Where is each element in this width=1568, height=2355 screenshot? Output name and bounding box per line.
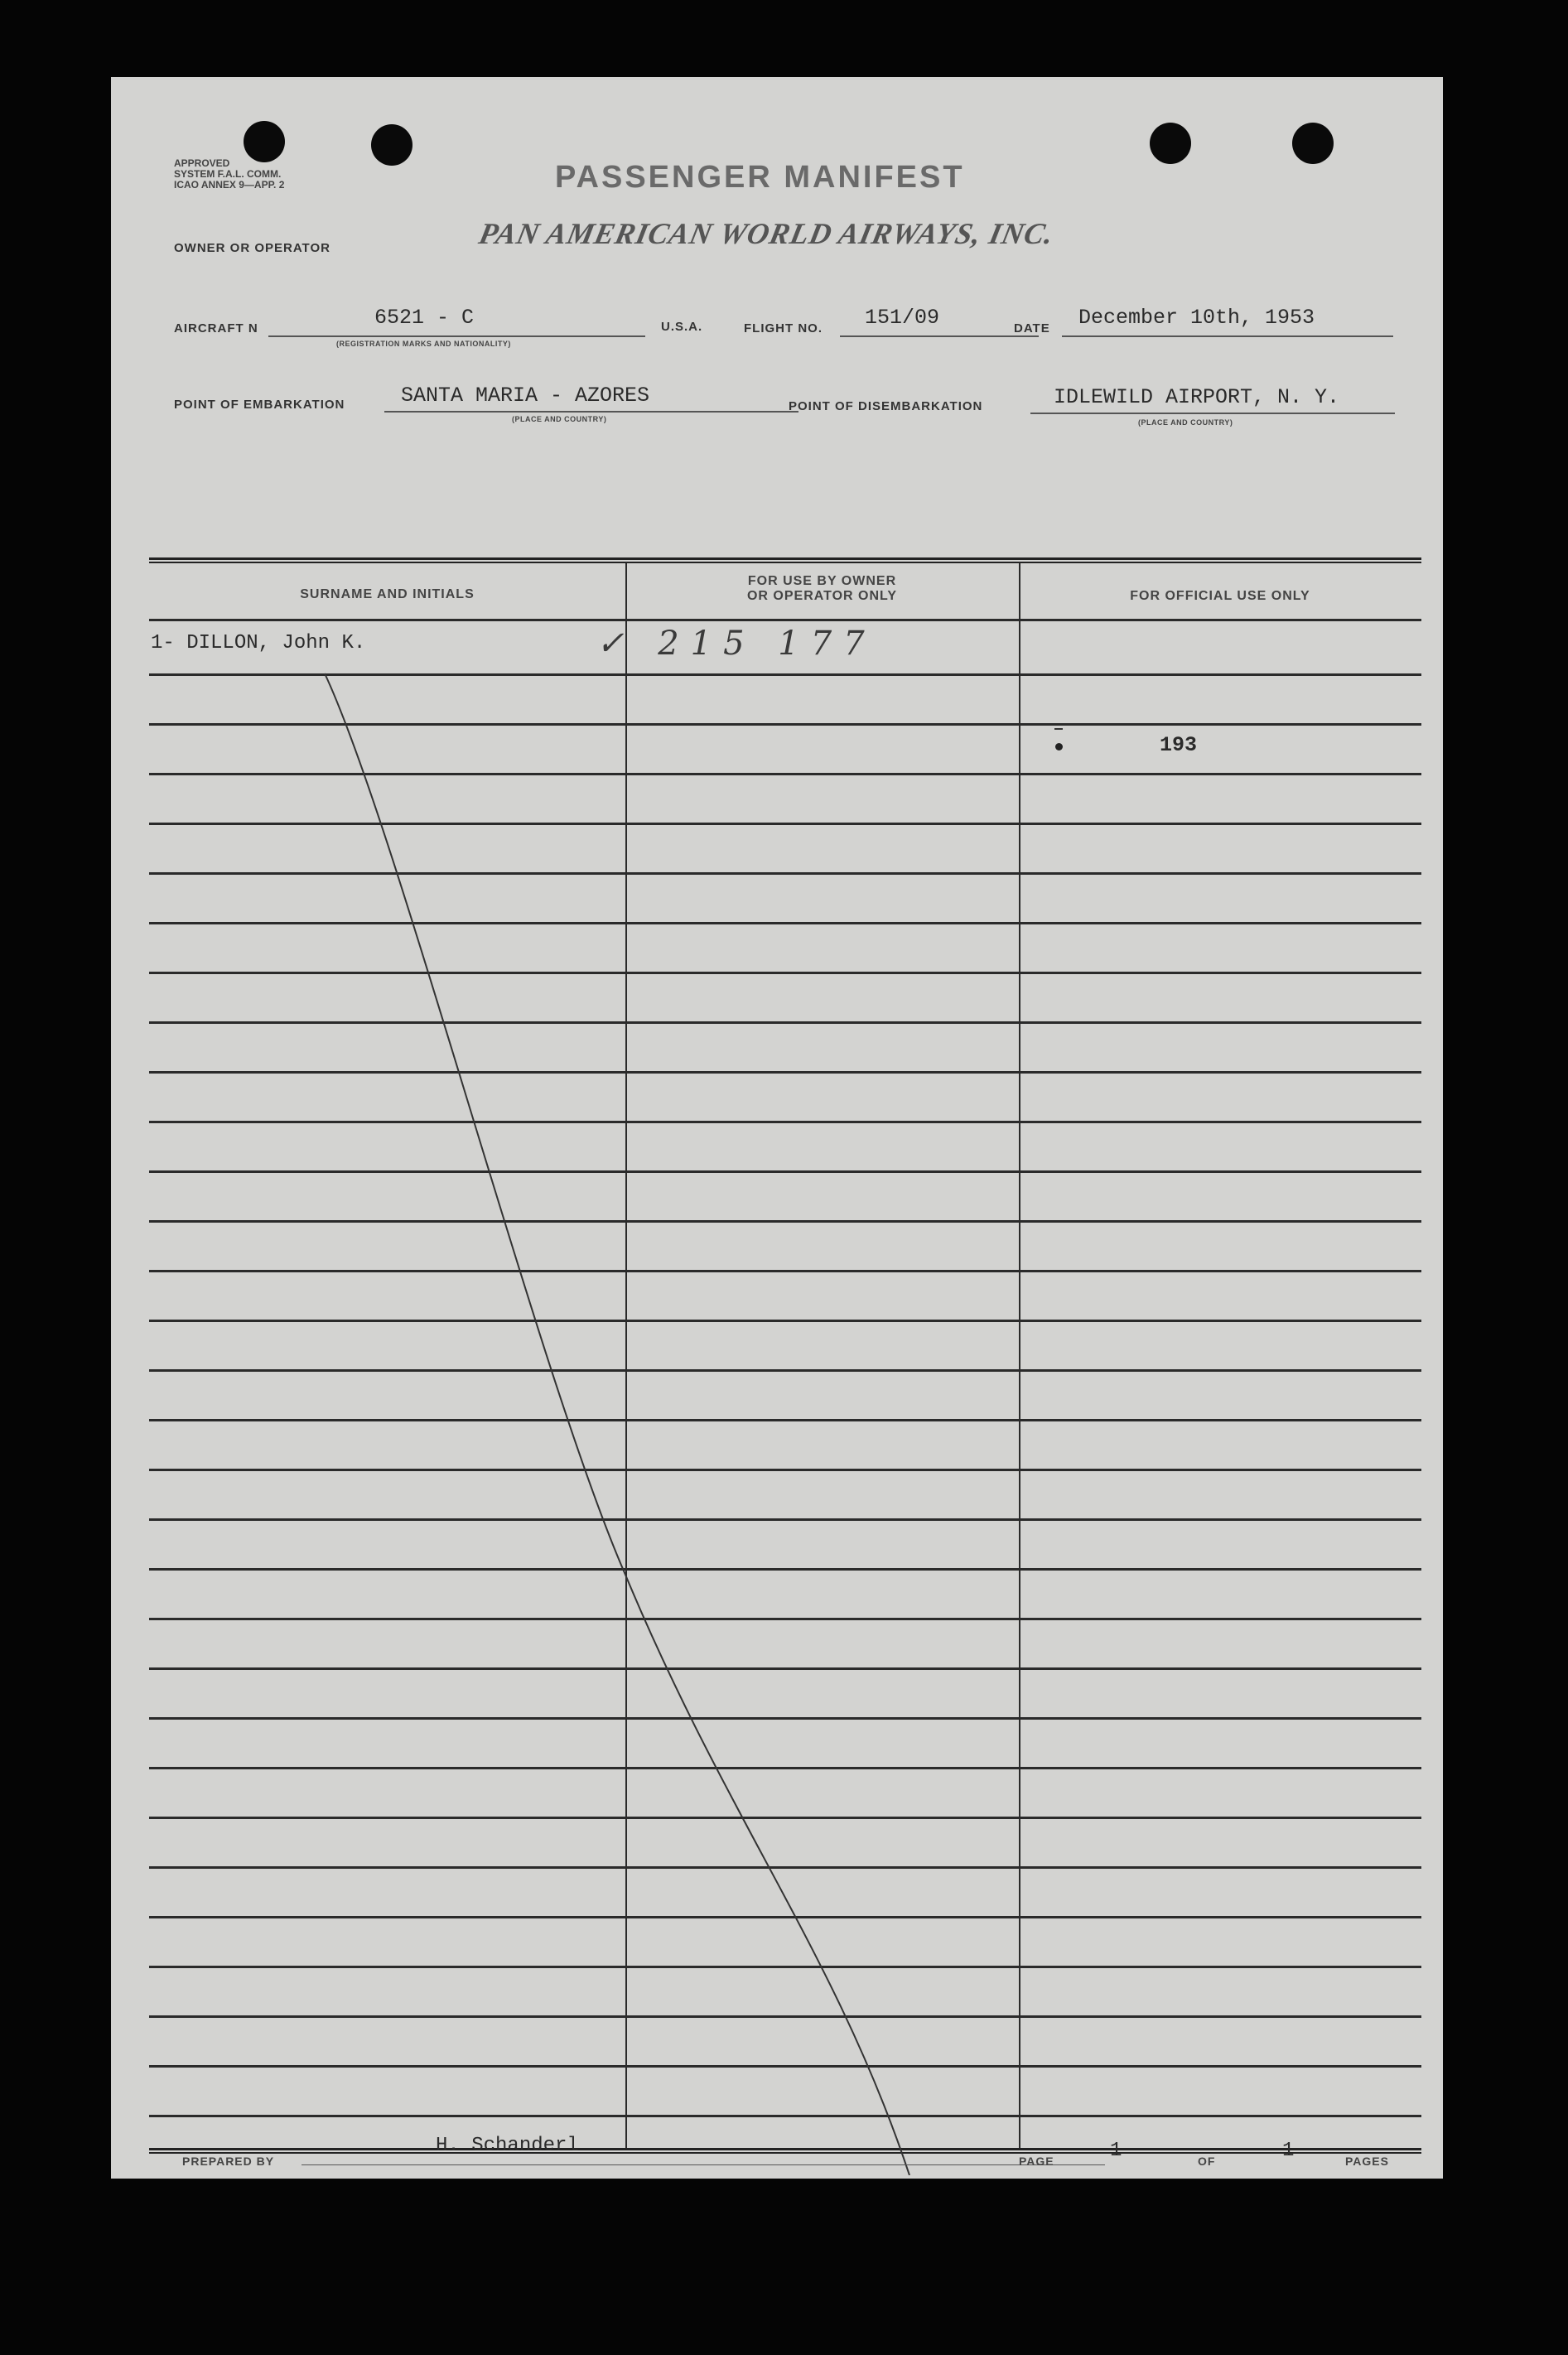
punch-hole: [1150, 123, 1191, 164]
prepared-by-value: H. Schanderl: [436, 2135, 579, 2157]
col-official-header: FOR OFFICIAL USE ONLY: [1130, 589, 1310, 603]
disembark-caption: (PLACE AND COUNTRY): [1138, 418, 1233, 427]
prepared-underline: [302, 2164, 1105, 2165]
prepared-label: PREPARED BY: [182, 2155, 275, 2168]
of-label: OF: [1198, 2155, 1216, 2168]
col-operator-header: FOR USE BY OWNER OR OPERATOR ONLY: [746, 574, 898, 603]
page-label: PAGE: [1019, 2155, 1054, 2168]
flight-label: FLIGHT NO.: [744, 321, 823, 335]
operator-name: PAN AMERICAN WORLD AIRWAYS, INC.: [475, 217, 1058, 250]
disembark-label: POINT OF DISEMBARKATION: [789, 399, 983, 413]
pages-label: PAGES: [1345, 2155, 1389, 2168]
flight-value: 151/09: [865, 306, 940, 330]
owner-label: OWNER OR OPERATOR: [174, 241, 330, 255]
date-value: December 10th, 1953: [1078, 306, 1315, 330]
embark-caption: (PLACE AND COUNTRY): [512, 415, 607, 423]
disembark-value: IDLEWILD AIRPORT, N. Y.: [1054, 385, 1340, 409]
date-underline: [1062, 335, 1393, 337]
date-label: DATE: [1014, 321, 1050, 335]
approval-stamp: APPROVED SYSTEM F.A.L. COMM. ICAO ANNEX 9—APP. 2: [174, 157, 285, 191]
manifest-sheet: [111, 77, 1443, 2179]
of-value: 1: [1282, 2140, 1295, 2162]
aircraft-underline: [268, 335, 645, 337]
official-number: 193: [1160, 733, 1198, 757]
embark-label: POINT OF EMBARKATION: [174, 398, 345, 412]
passenger-table: [149, 481, 1421, 2175]
disembark-underline: [1030, 413, 1395, 414]
cancellation-line: [149, 481, 1421, 2175]
punch-hole: [1292, 123, 1334, 164]
passenger-name: 1- DILLON, John K.: [151, 632, 366, 654]
page-value: 1: [1110, 2140, 1122, 2162]
flight-underline: [840, 335, 1039, 337]
embark-underline: [384, 411, 798, 413]
aircraft-caption: (REGISTRATION MARKS AND NATIONALITY): [336, 340, 511, 348]
punch-hole: [244, 121, 285, 162]
embark-value: SANTA MARIA - AZORES: [401, 384, 650, 408]
aircraft-label: AIRCRAFT N: [174, 321, 258, 335]
aircraft-value: 6521 - C: [374, 306, 475, 330]
nationality-label: U.S.A.: [661, 320, 703, 334]
operator-note: ✓ 215 177: [596, 625, 876, 663]
punch-hole: [371, 124, 413, 166]
form-title: PASSENGER MANIFEST: [555, 160, 965, 195]
col-surname-header: SURNAME AND INITIALS: [300, 587, 475, 601]
